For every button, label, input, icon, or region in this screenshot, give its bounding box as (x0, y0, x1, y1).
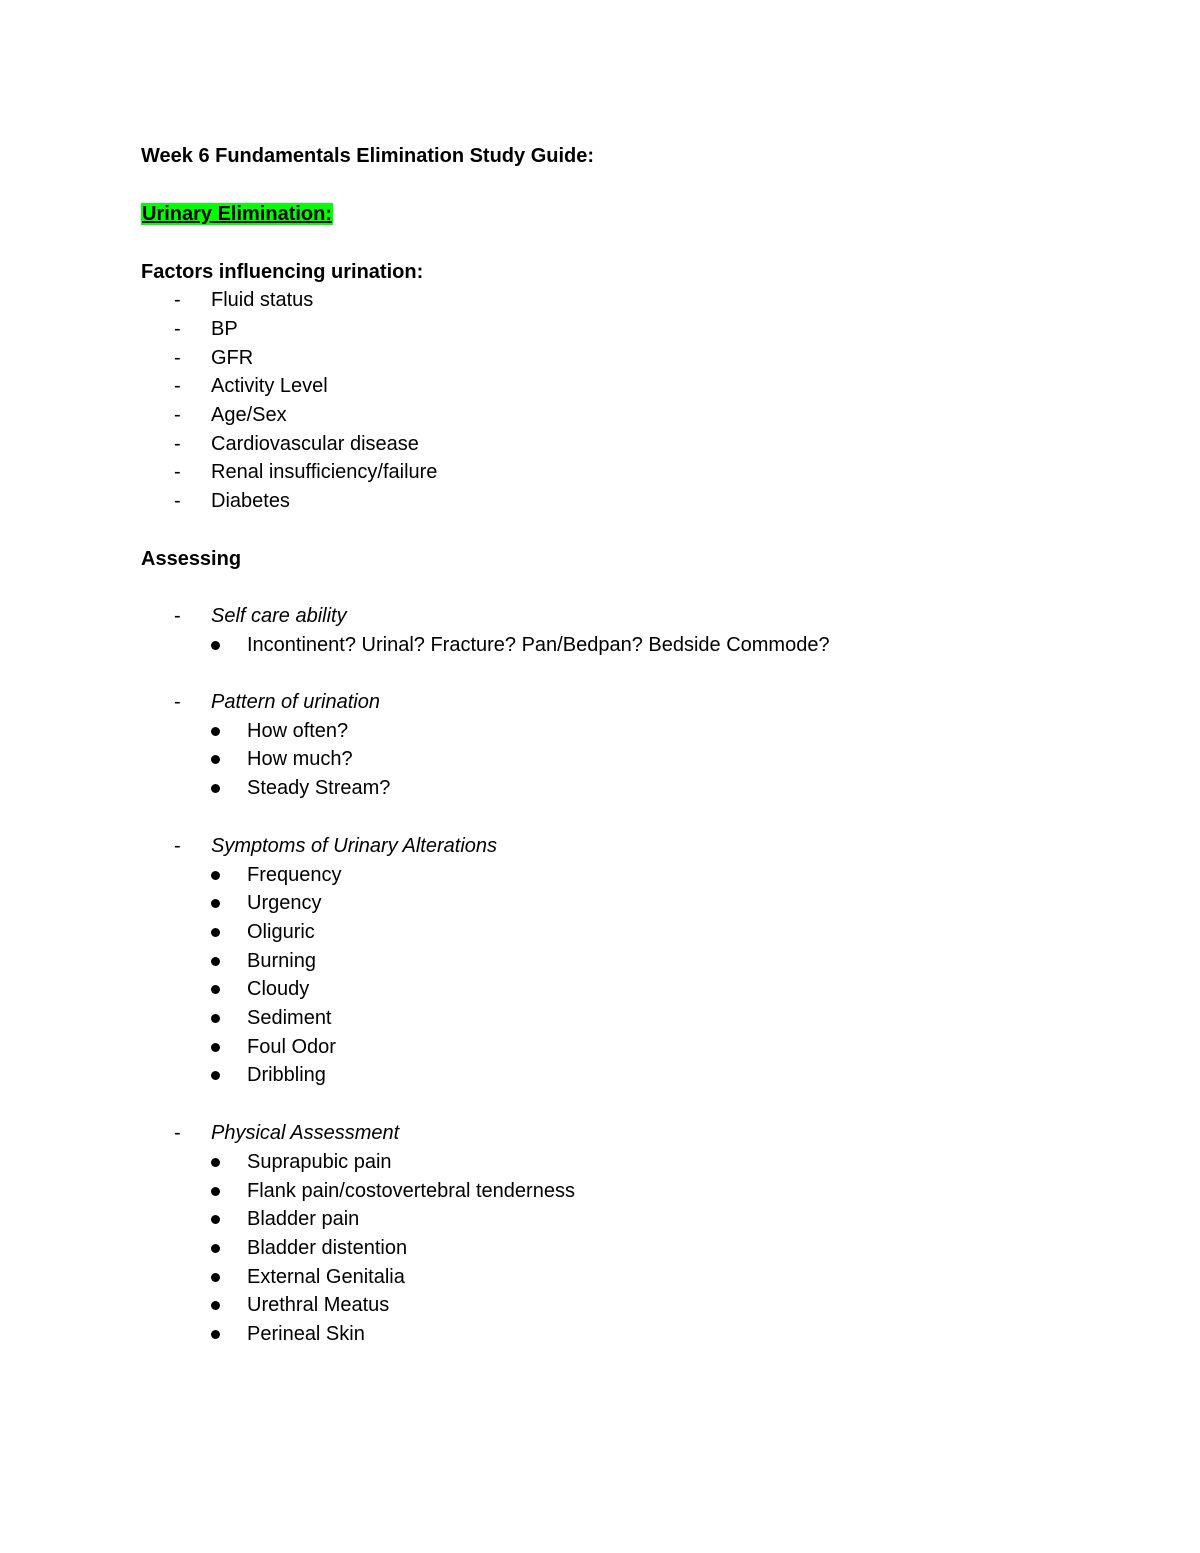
dash-marker: - (174, 318, 181, 340)
group-label: Self care ability (211, 605, 347, 627)
list-item: How much? (247, 748, 353, 770)
list-item: External Genitalia (247, 1266, 405, 1288)
group-label: Pattern of urination (211, 691, 380, 713)
bullet-icon (211, 755, 220, 764)
dash-marker: - (174, 375, 181, 397)
list-item: Frequency (247, 864, 342, 886)
bullet-icon (211, 1330, 220, 1339)
list-item: Oliguric (247, 921, 315, 943)
list-item: Dribbling (247, 1064, 326, 1086)
bullet-icon (211, 641, 220, 650)
list-item: Age/Sex (211, 404, 287, 426)
bullet-icon (211, 784, 220, 793)
dash-marker: - (174, 404, 181, 426)
list-item: Bladder distention (247, 1237, 408, 1259)
bullet-icon (211, 727, 220, 736)
dash-marker: - (174, 1122, 181, 1144)
list-item: Cloudy (247, 978, 310, 1000)
list-item: Fluid status (211, 289, 314, 311)
assessing-heading: Assessing (141, 548, 242, 570)
list-item: Flank pain/costovertebral tenderness (247, 1180, 575, 1202)
list-item: Activity Level (211, 375, 328, 397)
section-heading: Urinary Elimination: (142, 203, 333, 225)
dash-marker: - (174, 835, 181, 857)
group-label: Symptoms of Urinary Alterations (211, 835, 498, 857)
section-heading-wrapper (141, 200, 333, 228)
factors-heading: Factors influencing urination: (141, 261, 424, 283)
bullet-icon (211, 985, 220, 994)
list-item: Cardiovascular disease (211, 433, 419, 455)
list-item: Diabetes (211, 490, 290, 512)
bullet-icon (211, 1301, 220, 1310)
list-item: Steady Stream? (247, 777, 391, 799)
bullet-icon (211, 1273, 220, 1282)
list-item: GFR (211, 347, 254, 369)
bullet-icon (211, 1187, 220, 1196)
bullet-icon (211, 1014, 220, 1023)
bullet-icon (211, 928, 220, 937)
list-item: BP (211, 318, 238, 340)
dash-marker: - (174, 490, 181, 512)
list-item: Urethral Meatus (247, 1294, 390, 1316)
list-item: Perineal Skin (247, 1323, 365, 1345)
bullet-icon (211, 899, 220, 908)
dash-marker: - (174, 691, 181, 713)
bullet-icon (211, 1043, 220, 1052)
bullet-icon (211, 1158, 220, 1167)
bullet-icon (211, 1215, 220, 1224)
bullet-icon (211, 957, 220, 966)
bullet-icon (211, 1244, 220, 1253)
list-item: Burning (247, 950, 316, 972)
list-item: Urgency (247, 892, 322, 914)
list-item: Bladder pain (247, 1208, 360, 1230)
list-item: Foul Odor (247, 1036, 336, 1058)
dash-marker: - (174, 289, 181, 311)
list-item: Sediment (247, 1007, 332, 1029)
list-item: How often? (247, 720, 349, 742)
group-label: Physical Assessment (211, 1122, 400, 1144)
dash-marker: - (174, 605, 181, 627)
dash-marker: - (174, 461, 181, 483)
dash-marker: - (174, 433, 181, 455)
list-item: Suprapubic pain (247, 1151, 392, 1173)
bullet-icon (211, 1071, 220, 1080)
bullet-icon (211, 871, 220, 880)
list-item: Renal insufficiency/failure (211, 461, 438, 483)
dash-marker: - (174, 347, 181, 369)
list-item: Incontinent? Urinal? Fracture? Pan/Bedpan? Bedside Commode? (247, 634, 830, 656)
document-title: Week 6 Fundamentals Elimination Study Guide: (141, 145, 595, 167)
